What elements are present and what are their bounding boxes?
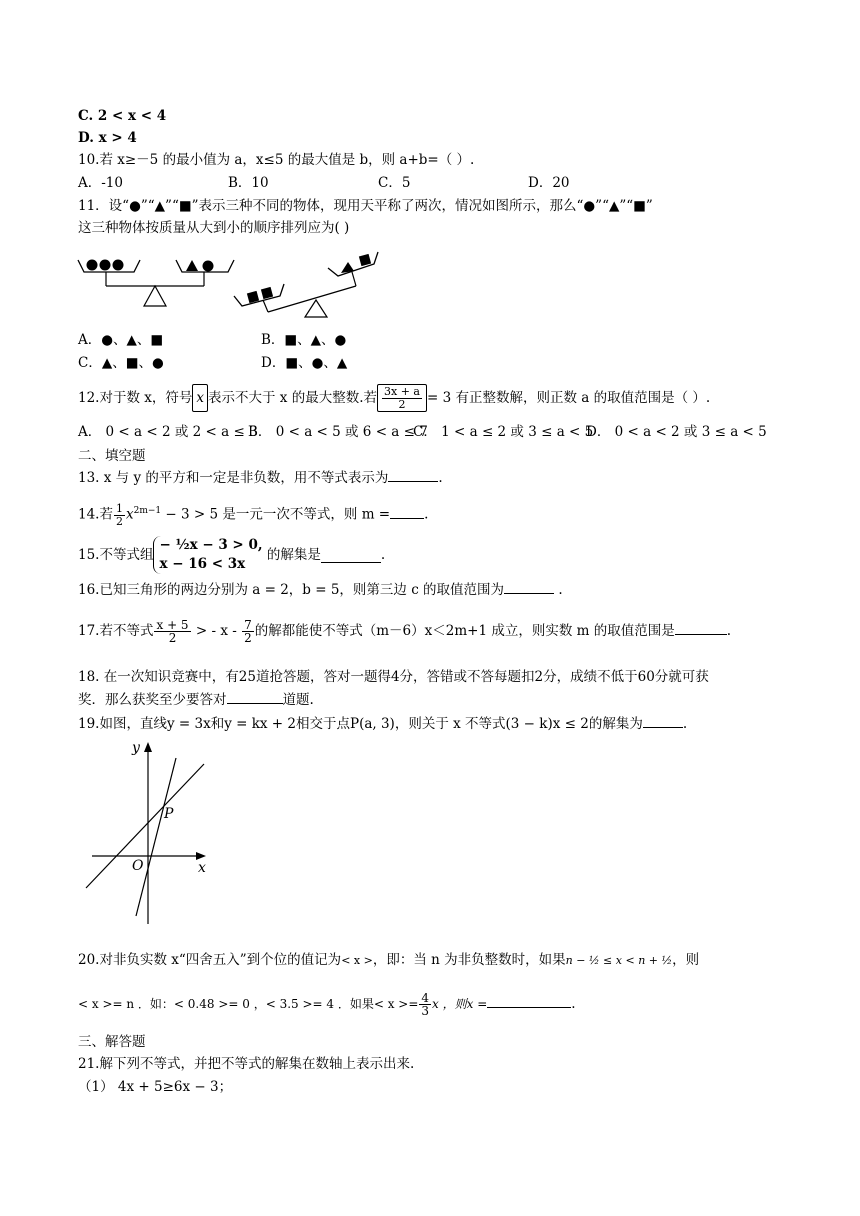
q15-blank [321,548,381,563]
balance-figure [76,246,396,318]
origin-label: O [132,858,144,874]
q10-option-c: C．5 [378,175,411,191]
q9-option-c: C. 2 < x < 4 [78,108,167,124]
floor-bracket-fraction: $\frac{3x + a}{2}$ [377,384,427,412]
q17: 17.若不等式 $\frac{x + 5}{2}$ > - x - $\frac{7}{2}$ 的解都能使不等式（m－6）x＜2m+1 成立，则实数 m 的取值范围是 . [78,618,732,645]
coordinate-graph [80,738,220,928]
q10-option-b: B．10 [228,175,269,191]
q10-option-a: A．-10 [78,175,123,191]
q16-blank [504,579,554,594]
q20-blank [487,993,571,1008]
x-axis-label: x [198,860,206,876]
q11-option-c: C．▲、■、● [78,355,164,371]
balance-two [234,252,378,317]
q20-line1: 20.对非负实数 x“四舍五入”到个位的值记为< x >，即：当 n 为非负整数时，如果n − ½ ≤ x < n + ½，则 [78,952,700,968]
section-heading-fill: 二、填空题 [78,448,146,464]
floor-bracket: x [192,384,208,412]
q14-blank [390,504,424,519]
q11-option-b: B．■、▲、● [261,332,347,348]
q21-part1: （1） 4x + 5≥6x − 3； [78,1079,233,1095]
q19-blank [643,713,683,728]
q12-stem: 12.对于数 x，符号 x 表示不大于 x 的最大整数.若 $\frac{3x + a}{2}$ = 3 有正整数解，则正数 a 的取值范围是（ ）. [78,385,711,411]
q18-line1: 18. 在一次知识竞赛中，有25道抢答题，答对一题得4分，答错或不答每题扣2分，成绩不低于60分就可获 [78,669,709,685]
q11-option-d: D．■、●、▲ [261,355,348,371]
section-heading-answer: 三、解答题 [78,1034,146,1050]
q10-stem: 10.若 x≥－5 的最小值为 a，x≤5 的最大值是 b，则 a+b=（ ）. [78,152,475,168]
q10-option-d: D．20 [528,175,570,191]
q14: 14.若 $\frac{1}{2}$ $x^{2m-1} - 3 > 5$ 是一元一次不等式，则 m = . [78,501,429,528]
q17-blank [675,620,727,635]
q12-option-b: B． 0 < a < 5 或 6 < a ≤ 7 [248,424,428,440]
q15-system: − ½x − 3 > 0, x − 16 < 3x [153,536,262,574]
q13-blank [388,467,438,482]
q12-option-d: D． 0 < a < 2 或 3 ≤ a < 5 [586,424,767,440]
q12-option-c: C． 1 < a ≤ 2 或 3 ≤ a < 5 [413,424,594,440]
q16: 16.已知三角形的两边分别为 a = 2，b = 5，则第三边 c 的取值范围为 . [78,579,563,600]
q19: 19.如图，直线y = 3x和y = kx + 2相交于点P(a, 3)，则关于 x 不等式(3 − k)x ≤ 2的解集为 . [78,713,687,734]
q21-stem: 21.解下列不等式，并把不等式的解集在数轴上表示出来. [78,1056,415,1072]
q11-stem-line1: 11．设“●”“▲”“■”表示三种不同的物体，现用天平称了两次，情况如图所示，那么“●”“▲”“■” [78,198,653,214]
q18-line2: 奖．那么获奖至少要答对 道题. [78,689,314,710]
q9-option-d: D. x > 4 [78,130,137,146]
q15: 15.不等式组 − ½x − 3 > 0, x − 16 < 3x 的解集是 . [78,537,386,572]
q12-option-a: A． 0 < a < 2 或 2 < a ≤ 3 [78,424,258,440]
q18-blank [227,689,283,704]
balance-one [78,260,234,307]
q11-stem-line2: 这三种物体按质量从大到小的顺序排列应为( ) [78,220,350,236]
y-axis-label: y [132,740,140,756]
q11-option-a: A．●、▲、■ [78,332,164,348]
q13: 13. x 与 y 的平方和一定是非负数，用不等式表示为 . [78,467,443,488]
point-p-label: P [164,806,174,822]
q20-line2: < x >= n ．如：< 0.48 >= 0 ，< 3.5 >= 4 ．如果< x >= $\frac{4}{3}$ x ，则x = . [78,991,576,1018]
